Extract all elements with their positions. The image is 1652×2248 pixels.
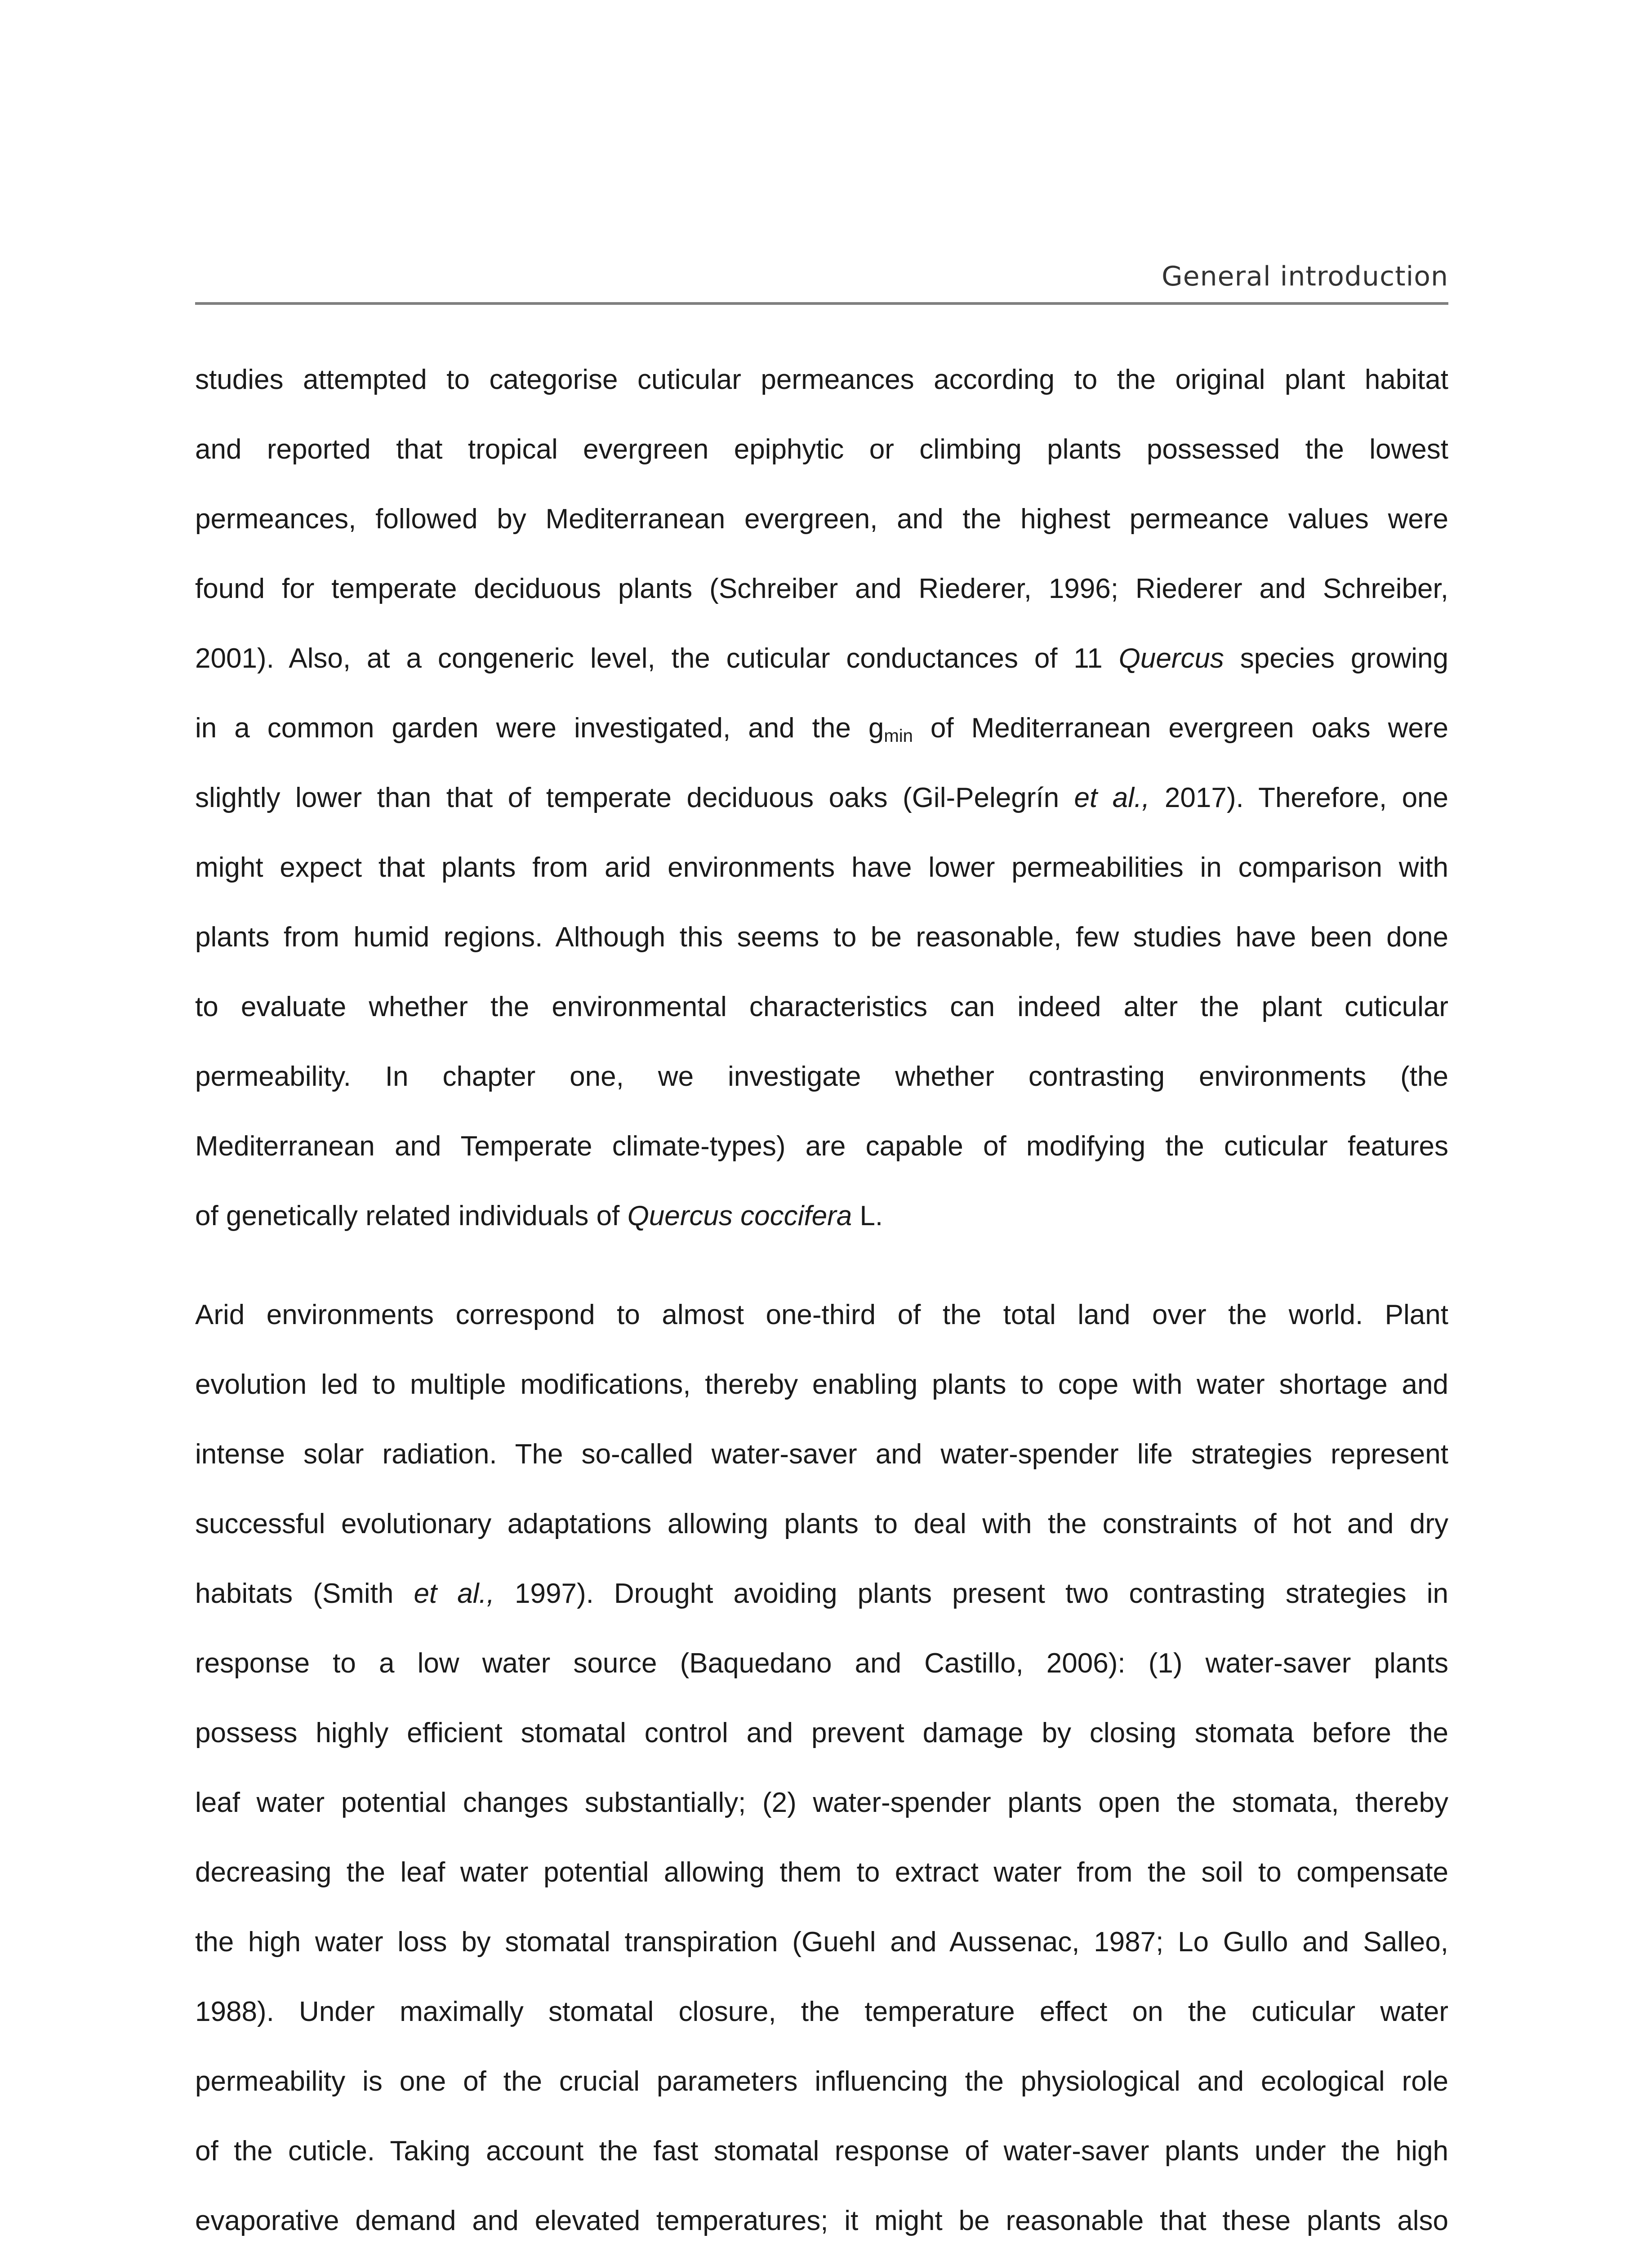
subscript: min [884,726,913,746]
paragraph2-line: permeability is one of the crucial parameters influencing the physiological and ecological role [195,2066,1448,2097]
paragraph1-line: and reported that tropical evergreen epiphytic or climbing plants possessed the lowest [195,434,1448,465]
text-run: habitats (Smith [195,1578,414,1609]
paragraph2-line: intense solar radiation. The so-called water-saver and water-spender life strategies represent [195,1439,1448,1470]
paragraph1-line: permeances, followed by Mediterranean evergreen, and the highest permeance values were [195,504,1448,535]
text-run: 2001). Also, at a congeneric level, the cuticular conductances of 11 [195,643,1119,674]
paragraph2-line: possess highly efficient stomatal control and prevent damage by closing stomata before the [195,1717,1448,1748]
paragraph1-line: Mediterranean and Temperate climate-types) are capable of modifying the cuticular features [195,1131,1448,1162]
paragraph1-line: plants from humid regions. Although this seems to be reasonable, few studies have been done [195,922,1448,953]
paragraph2-line: decreasing the leaf water potential allowing them to extract water from the soil to compensate [195,1857,1448,1888]
species-name: Quercus coccifera [627,1200,852,1231]
citation-etal: et al., [1074,782,1150,813]
text-run: in a common garden were investigated, and the g [195,713,884,744]
text-run: 1997). Drought avoiding plants present two contrasting strategies in [494,1578,1449,1609]
running-header-title: General introduction [1162,261,1448,292]
paragraph1-line: to evaluate whether the environmental characteristics can indeed alter the plant cuticular [195,991,1448,1022]
paragraph1-line: permeability. In chapter one, we investigate whether contrasting environments (the [195,1061,1448,1092]
text-run: slightly lower than that of temperate deciduous oaks (Gil-Pelegrín [195,782,1074,813]
paragraph2-line: leaf water potential changes substantially; (2) water-spender plants open the stomata, thereby [195,1787,1448,1818]
header-rule [195,302,1448,305]
text-run: 2017). Therefore, one [1149,782,1449,813]
paragraph2-line: Arid environments correspond to almost one-third of the total land over the world. Plant [195,1299,1448,1330]
text-run: of genetically related individuals of [195,1200,628,1231]
paragraph1-line [195,773,1448,823]
paragraph1-line: might expect that plants from arid environments have lower permeabilities in comparison with [195,852,1448,883]
text-run: L. [852,1200,883,1231]
paragraph1-line: studies attempted to categorise cuticular permeances according to the original plant habitat [195,364,1448,395]
running-header [195,252,1448,306]
paragraph2-line: the high water loss by stomatal transpiration (Guehl and Aussenac, 1987; Lo Gullo and Salleo, [195,1927,1448,1958]
citation-etal: et al., [414,1578,494,1609]
paragraph2-line: response to a low water source (Baquedano and Castillo, 2006): (1) water-saver plants [195,1648,1448,1679]
text-run: species growing [1224,643,1448,674]
paragraph2-line: evaporative demand and elevated temperatures; it might be reasonable that these plants also [195,2205,1448,2236]
paragraph2-line [195,1569,1448,1619]
paragraph1-line: found for temperate deciduous plants (Schreiber and Riederer, 1996; Riederer and Schreiber, [195,573,1448,604]
paragraph2-line: of the cuticle. Taking account the fast stomatal response of water-saver plants under the high [195,2136,1448,2167]
species-name: Quercus [1118,643,1224,674]
paragraph1-line [195,1191,1448,1241]
paragraph2-line: 1988). Under maximally stomatal closure, the temperature effect on the cuticular water [195,1996,1448,2027]
text-run: of Mediterranean evergreen oaks were [913,713,1448,744]
paragraph1-line [195,704,1448,753]
paragraph2-line: successful evolutionary adaptations allowing plants to deal with the constraints of hot and dry [195,1508,1448,1539]
paragraph2-line: evolution led to multiple modifications, thereby enabling plants to cope with water shortage and [195,1369,1448,1400]
paragraph1-line [195,634,1448,683]
